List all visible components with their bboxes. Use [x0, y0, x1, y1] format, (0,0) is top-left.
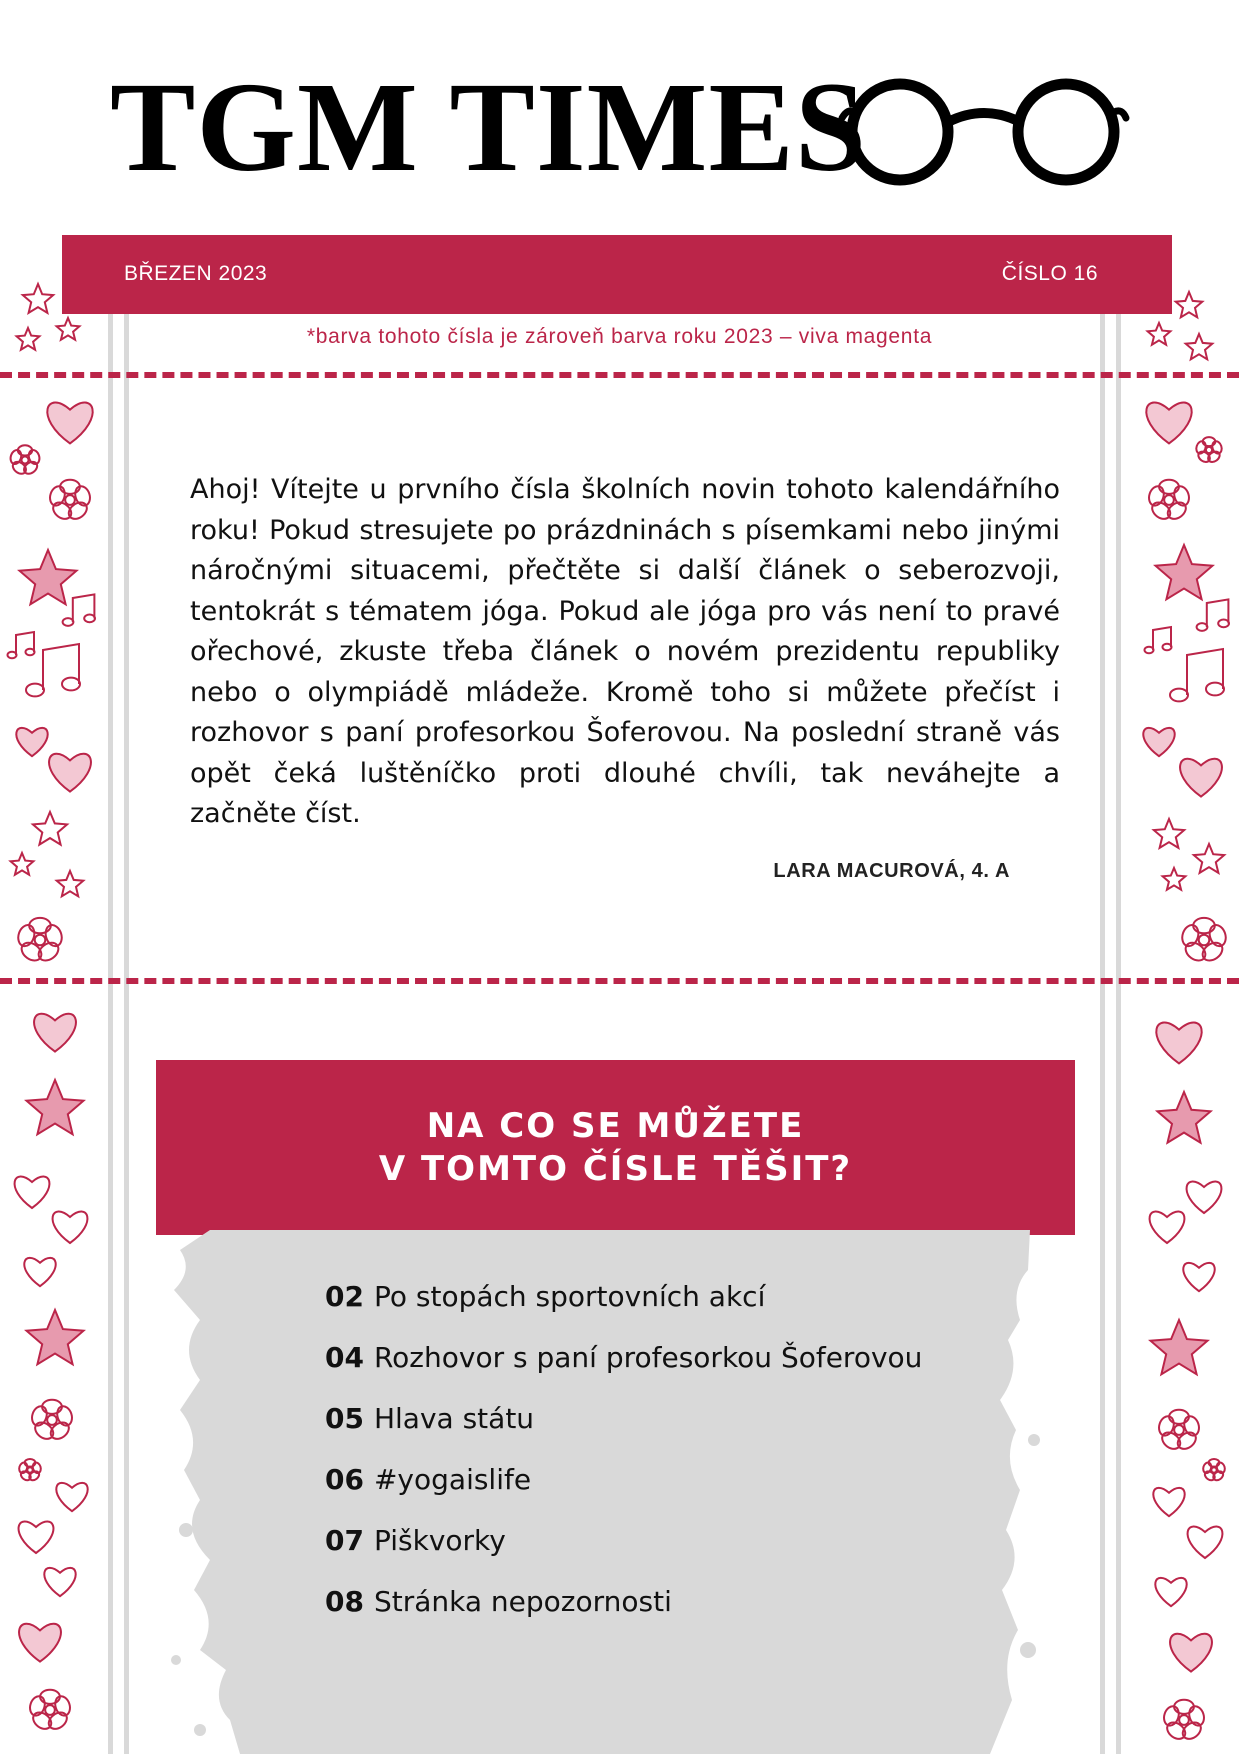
star-doodle-icon — [11, 853, 34, 875]
dashed-divider-top — [0, 372, 1239, 378]
heart-doodle-icon — [34, 1014, 76, 1052]
heart-doodle-icon — [1187, 1181, 1222, 1213]
music-note-icon — [1170, 649, 1224, 701]
flower-doodle-icon — [48, 480, 93, 522]
heart-doodle-icon — [1180, 759, 1222, 797]
heart-doodle-icon — [1150, 1211, 1185, 1243]
star-doodle-icon — [57, 871, 84, 896]
star-doodle-icon — [27, 1310, 84, 1364]
toc-item[interactable] — [325, 1463, 531, 1496]
toc-page-number: 02 — [325, 1280, 364, 1313]
toc-page-number: 04 — [325, 1341, 364, 1374]
star-doodle-icon — [33, 812, 67, 845]
toc-title: Hlava státu — [373, 1402, 535, 1435]
heart-doodle-icon — [56, 1483, 87, 1511]
flower-doodle-icon — [1162, 1700, 1207, 1742]
intro-paragraph: Ahoj! Vítejte u prvního čísla školních novin tohoto kalendářního roku! Pokud stresujete po prázdninách s písemkami nebo jinými náročnými situacemi, přečtěte si další článek o seberozvoji, tentokrát s tématem jóga. Pokud ale jóga pro vás není to pravé ořechové, zkuste třeba článek o novém prezidentu republiky nebo o olympiádě mládeže. Kromě toho si můžete přečíst i rozhovor s paní profesorkou Šoferovou. Na poslední straně vás opět čeká luštěníčko proti dlouhé chvíli, tak neváhejte a začněte číst. — [190, 474, 1060, 829]
issue-number: ČÍSLO 16 — [1001, 262, 1098, 285]
star-doodle-icon — [1154, 819, 1184, 848]
star-doodle-icon — [1194, 844, 1224, 873]
star-doodle-icon — [1156, 545, 1213, 599]
flower-doodle-icon — [1180, 918, 1229, 964]
star-doodle-icon — [1176, 292, 1203, 317]
toc-title: #yogaislife — [373, 1463, 532, 1496]
masthead-title: TGM TIMES — [110, 56, 867, 198]
toc-page-number: 07 — [325, 1524, 364, 1557]
toc-title: Stránka nepozornosti — [373, 1585, 672, 1618]
toc-item[interactable] — [325, 1341, 922, 1374]
left-doodle-border — [0, 270, 110, 1754]
contents-heading-box — [156, 1060, 1075, 1235]
heart-doodle-icon — [1153, 1488, 1184, 1516]
flower-doodle-icon — [16, 918, 65, 964]
dashed-divider-middle — [0, 978, 1239, 984]
toc-title: Rozhovor s paní profesorkou Šoferovou — [373, 1341, 923, 1374]
flower-doodle-icon — [1157, 1410, 1202, 1452]
star-doodle-icon — [1151, 1320, 1208, 1374]
right-rule-outer — [1116, 314, 1121, 1754]
glasses-icon — [834, 70, 1134, 190]
heart-doodle-icon — [47, 402, 92, 443]
author-byline: LARA MACUROVÁ, 4. A — [773, 860, 1010, 882]
heart-doodle-icon — [16, 728, 47, 756]
toc-title: Piškvorky — [373, 1524, 506, 1557]
heart-doodle-icon — [1146, 402, 1191, 443]
music-note-icon — [63, 594, 95, 625]
flower-doodle-icon — [1147, 480, 1192, 522]
flower-doodle-icon — [30, 1400, 75, 1442]
heart-doodle-icon — [24, 1258, 55, 1286]
music-note-icon — [8, 632, 35, 658]
flower-doodle-icon — [28, 1690, 73, 1732]
contents-heading-line2: V TOMTO ČÍSLE TĚŠIT? — [378, 1148, 853, 1189]
right-doodle-border — [1129, 270, 1239, 1754]
right-rule-inner — [1100, 314, 1105, 1754]
toc-title: Po stopách sportovních akcí — [373, 1280, 766, 1313]
issue-bar — [62, 235, 1172, 314]
toc-item[interactable] — [325, 1402, 534, 1435]
heart-doodle-icon — [1155, 1578, 1186, 1606]
flower-doodle-icon — [1202, 1459, 1226, 1482]
toc-item[interactable] — [325, 1280, 765, 1313]
issue-date: BŘEZEN 2023 — [124, 262, 268, 285]
star-doodle-icon — [1157, 1092, 1210, 1143]
heart-doodle-icon — [19, 1521, 54, 1553]
left-rule-inner — [124, 314, 129, 1754]
heart-doodle-icon — [49, 754, 91, 792]
star-doodle-icon — [20, 550, 77, 604]
left-rule-outer — [108, 314, 113, 1754]
heart-doodle-icon — [44, 1568, 75, 1596]
heart-doodle-icon — [53, 1211, 88, 1243]
heart-doodle-icon — [19, 1624, 61, 1662]
music-note-icon — [1145, 627, 1172, 653]
contents-heading-line1: NA CO SE MŮŽETE — [426, 1105, 805, 1146]
heart-doodle-icon — [1156, 1022, 1201, 1063]
toc-item[interactable] — [325, 1585, 672, 1618]
heart-doodle-icon — [1143, 728, 1174, 756]
star-doodle-icon — [23, 284, 53, 313]
color-note: *barva tohoto čísla je zároveň barva roku 2023 – viva magenta — [306, 325, 933, 348]
heart-doodle-icon — [1188, 1526, 1223, 1558]
heart-doodle-icon — [1170, 1634, 1212, 1672]
heart-doodle-icon — [15, 1176, 50, 1208]
star-doodle-icon — [27, 1080, 84, 1134]
heart-doodle-icon — [1183, 1263, 1214, 1291]
toc-page-number: 06 — [325, 1463, 364, 1496]
flower-doodle-icon — [18, 1459, 42, 1482]
flower-doodle-icon — [1195, 437, 1223, 464]
music-note-icon — [1197, 599, 1229, 630]
toc-item[interactable] — [325, 1524, 506, 1557]
toc-page-number: 08 — [325, 1585, 364, 1618]
flower-doodle-icon — [9, 445, 41, 476]
star-doodle-icon — [1163, 868, 1186, 890]
toc-page-number: 05 — [325, 1402, 364, 1435]
